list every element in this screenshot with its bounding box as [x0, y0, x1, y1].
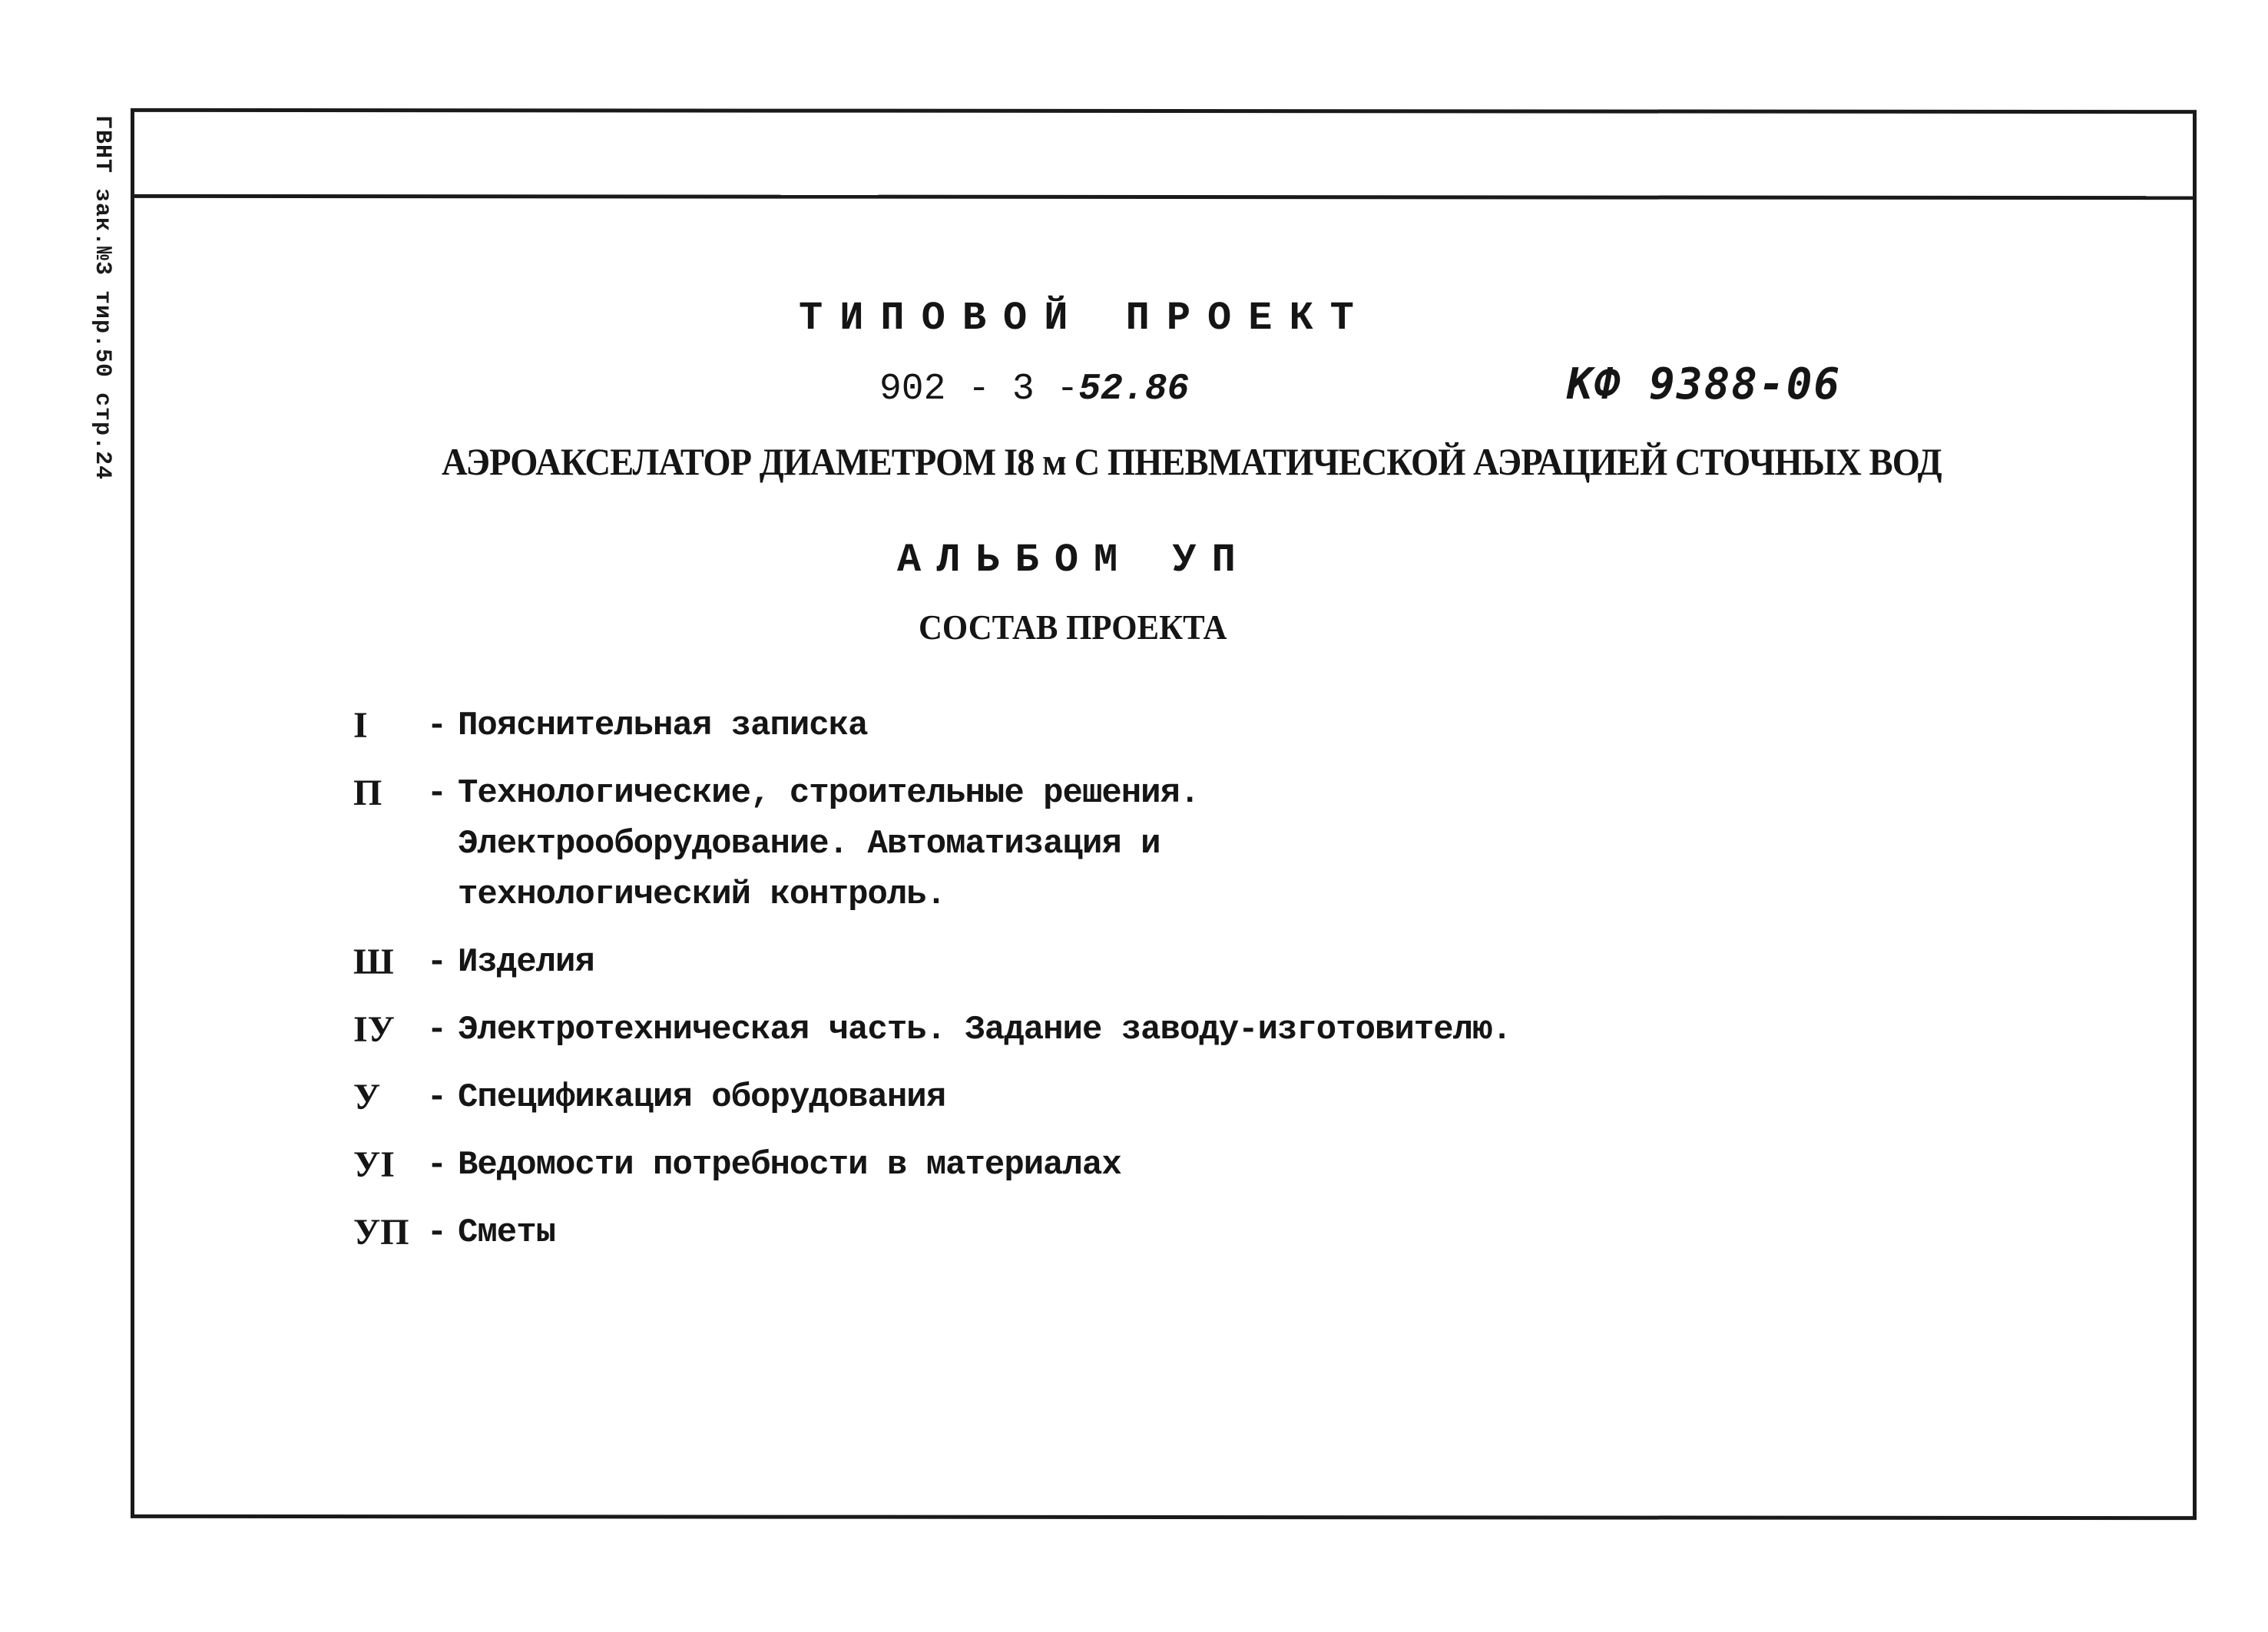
- list-item: [353, 768, 1736, 920]
- list-item: [353, 1005, 1736, 1055]
- item-dash: -: [426, 1011, 448, 1049]
- item-text: Электротехническая часть. Задание заводу-изготовителю.: [458, 1011, 1511, 1049]
- item-text: Спецификация оборудования: [458, 1078, 946, 1117]
- list-item: [353, 1140, 1736, 1190]
- list-item: [353, 937, 1736, 988]
- item-dash: -: [426, 1078, 448, 1117]
- document-subject: АЭРОАКСЕЛАТОР ДИАМЕТРОМ I8 м С ПНЕВМАТИЧЕСКОЙ АЭРАЦИЕЙ СТОЧНЫХ ВОД: [442, 440, 1942, 483]
- item-dash: -: [426, 943, 448, 982]
- item-text: Изделия: [458, 943, 594, 982]
- document-code: КФ 9388-06: [1567, 359, 1842, 409]
- item-text: Технологические, строительные решения. Электрооборудование. Автоматизация и технологический контроль.: [458, 774, 1200, 914]
- list-item: [353, 1207, 1736, 1258]
- project-number-prefix: 902 - 3 -: [879, 369, 1079, 410]
- item-number: У: [353, 1077, 381, 1117]
- item-number: УI: [353, 1144, 395, 1185]
- album-title: АЛЬБОМ УП: [897, 538, 1251, 583]
- item-number: IУ: [353, 1009, 395, 1050]
- item-number: Ш: [353, 942, 394, 982]
- item-number: УП: [353, 1212, 409, 1253]
- item-text: Сметы: [458, 1213, 556, 1252]
- frame-top-strip: [134, 112, 2193, 200]
- item-dash: -: [426, 1146, 448, 1184]
- document-title: ТИПОВОЙ ПРОЕКТ: [799, 296, 1371, 341]
- list-item: [353, 700, 1736, 751]
- item-dash: -: [426, 774, 448, 813]
- item-dash: -: [426, 707, 448, 745]
- item-text: Ведомости потребности в материалах: [458, 1146, 1121, 1184]
- project-number: [879, 369, 1189, 410]
- item-number: I: [353, 705, 368, 746]
- composition-list: [353, 700, 1736, 1275]
- side-stamp: ГВНТ зак.№3 тир.50 стр.24: [89, 115, 115, 481]
- composition-title: СОСТАВ ПРОЕКТА: [919, 607, 1227, 647]
- item-number: П: [353, 773, 382, 813]
- list-item: [353, 1072, 1736, 1123]
- item-dash: -: [426, 1213, 448, 1252]
- item-text: Пояснительная записка: [458, 707, 868, 745]
- project-number-suffix: 52.86: [1078, 369, 1190, 410]
